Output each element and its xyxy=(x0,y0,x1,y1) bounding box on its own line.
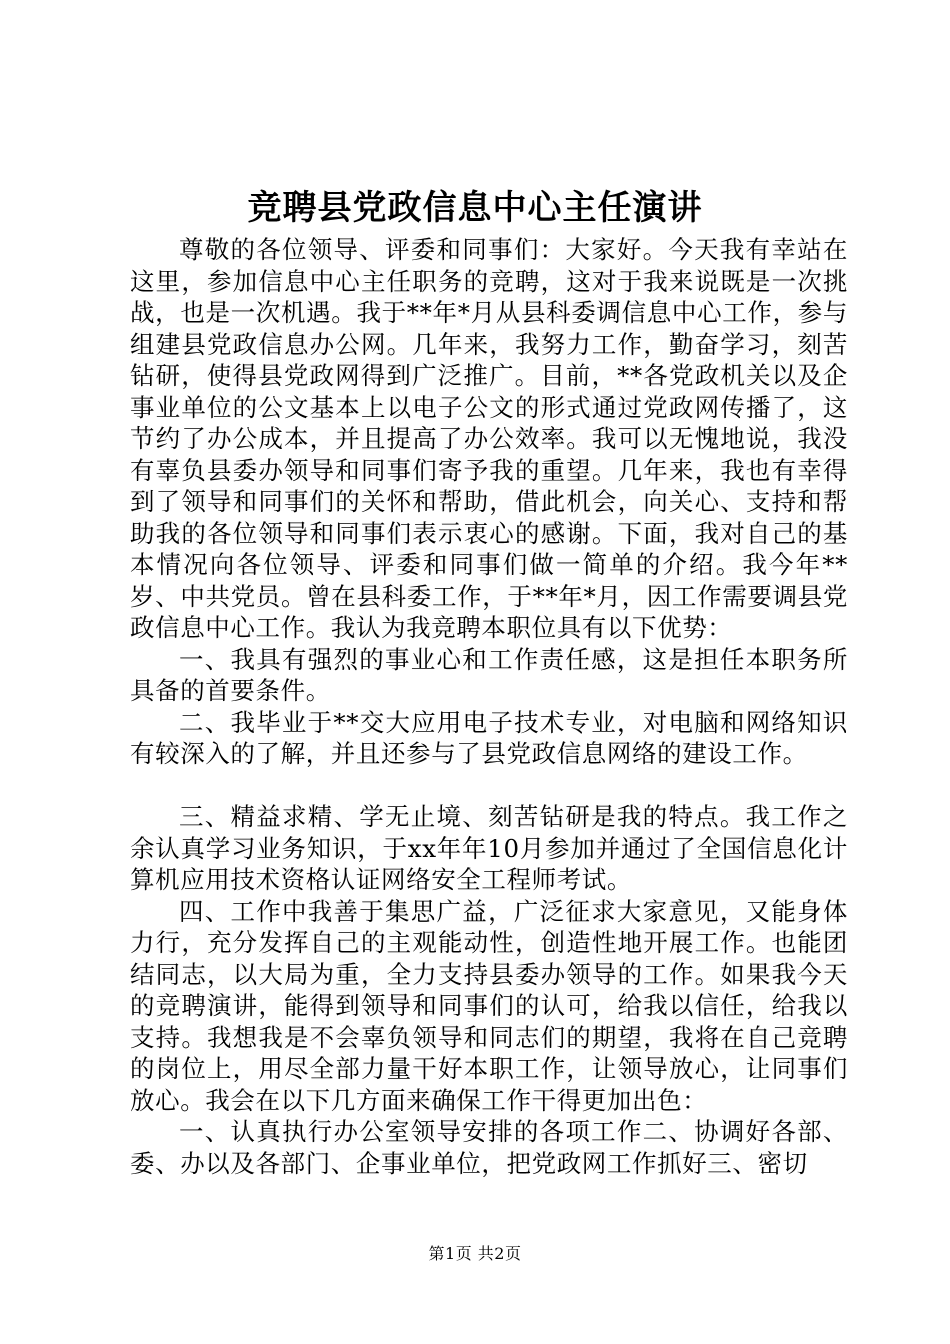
paragraph-advantage-1: 一、我具有强烈的事业心和工作责任感，这是担任本职务所具备的首要条件。 xyxy=(130,644,848,705)
document-title: 竞聘县党政信息中心主任演讲 xyxy=(247,188,703,228)
paragraph-advantage-4: 四、工作中我善于集思广益，广泛征求大家意见，又能身体力行，充分发挥自己的主观能动性，创造性地开展工作。也能团结同志，以大局为重，全力支持县委办领导的工作。如果我今天的竞聘演讲，能得到领导和同事们的认可，给我以信任，给我以支持。我想我是不会辜负领导和同志们的期望，我将在自己竞聘的岗位上，用尽全部力量干好本职工作，让领导放心，让同事们放心。我会在以下几方面来确保工作干得更加出色： xyxy=(130,896,848,1115)
paragraph-advantage-2: 二、我毕业于**交大应用电子技术专业，对电脑和网络知识有较深入的了解，并且还参与了县党政信息网络的建设工作。 xyxy=(130,707,848,768)
paragraph-work-plan: 一、认真执行办公室领导安排的各项工作二、协调好各部、委、办以及各部门、企事业单位，把党政网工作抓好三、密切 xyxy=(130,1117,848,1178)
paragraph-advantage-3: 三、精益求精、学无止境、刻苦钻研是我的特点。我工作之余认真学习业务知识，于xx年年10月参加并通过了全国信息化计算机应用技术资格认证网络安全工程师考试。 xyxy=(130,802,848,894)
document-body xyxy=(130,234,848,1179)
paragraph-intro: 尊敬的各位领导、评委和同事们：大家好。今天我有幸站在这里，参加信息中心主任职务的竞聘，这对于我来说既是一次挑战，也是一次机遇。我于**年*月从县科委调信息中心工作，参与组建县党政信息办公网。几年来，我努力工作，勤奋学习，刻苦钻研，使得县党政网得到广泛推广。目前，**各党政机关以及企事业单位的公文基本上以电子公文的形式通过党政网传播了，这节约了办公成本，并且提高了办公效率。我可以无愧地说，我没有辜负县委办领导和同事们寄予我的重望。几年来，我也有幸得到了领导和同事们的关怀和帮助，借此机会，向关心、支持和帮助我的各位领导和同事们表示衷心的感谢。下面，我对自己的基本情况向各位领导、评委和同事们做一简单的介绍。我今年**岁、中共党员。曾在县科委工作，于**年*月，因工作需要调县党政信息中心工作。我认为我竞聘本职位具有以下优势： xyxy=(130,235,848,642)
page-footer: 第1页 共2页 xyxy=(428,1244,522,1263)
